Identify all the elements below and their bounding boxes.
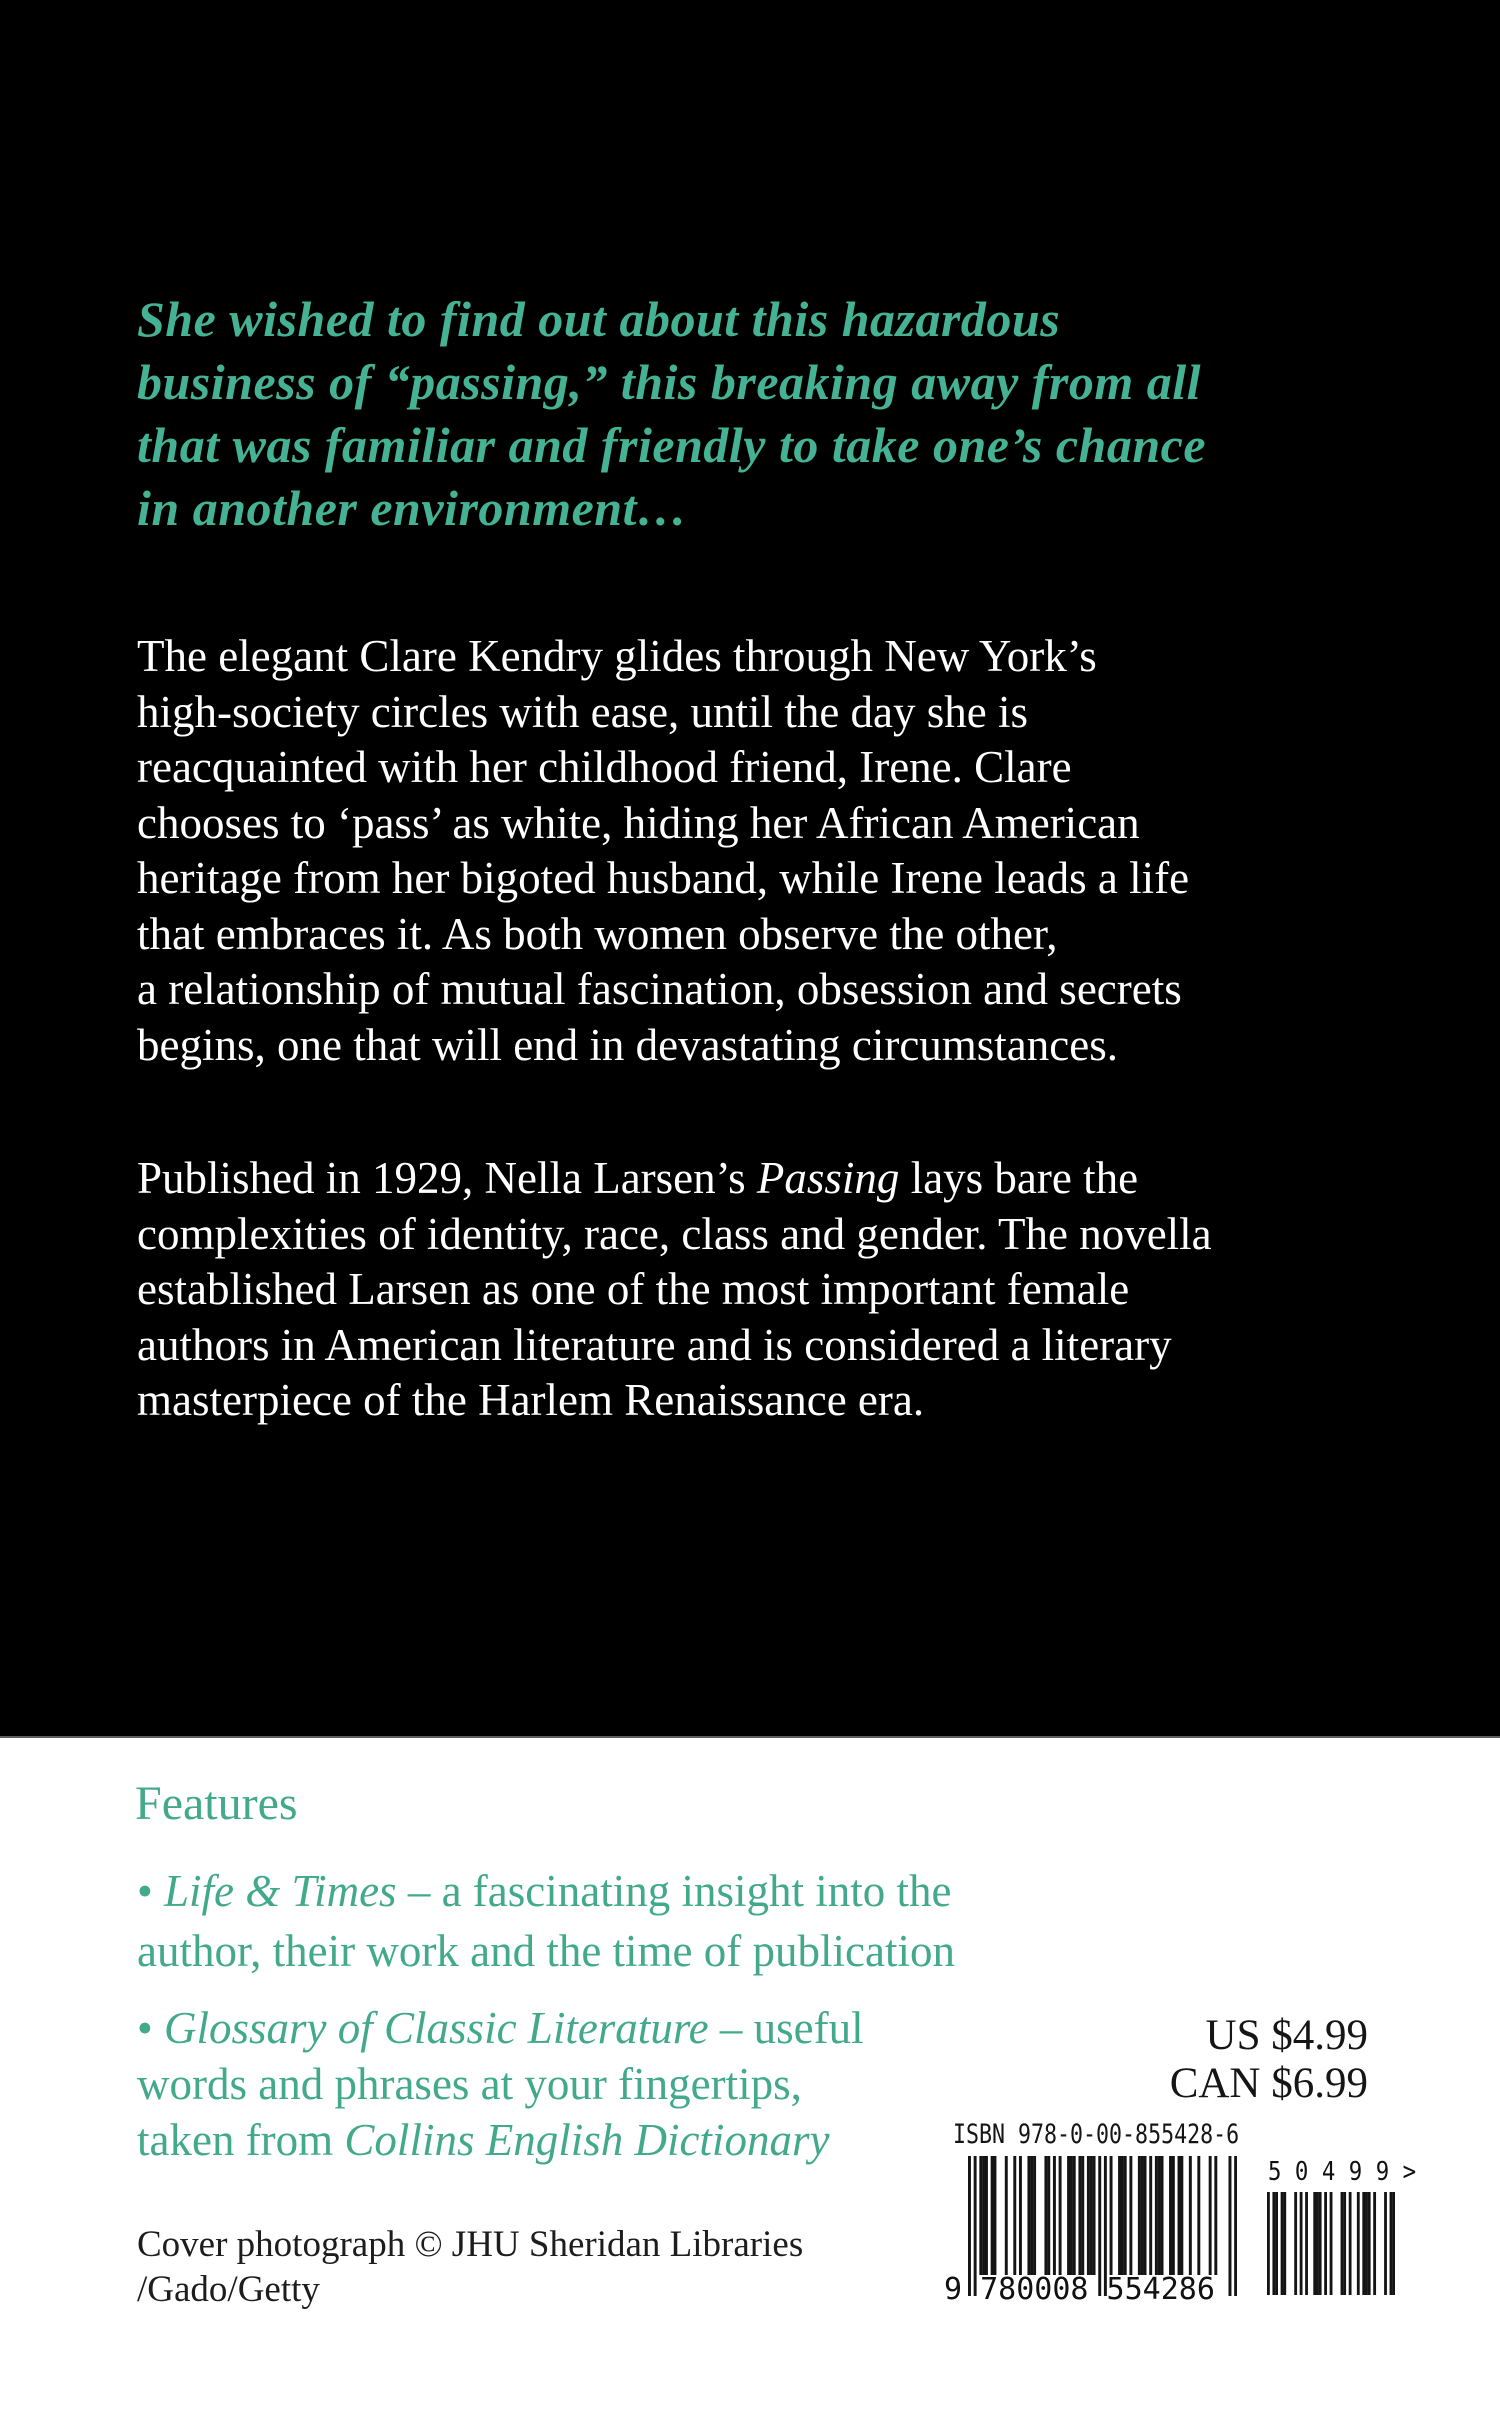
cover-credit: Cover photograph © JHU Sheridan Libraries /Gado/Getty (137, 2224, 804, 2310)
features-heading: Features (135, 1777, 298, 1830)
pull-quote: She wished to find out about this hazardous business of “passing,” this breaking away from all that was familiar and friendly to take one’s chance in another environment… (137, 291, 1207, 536)
barcode-digits: 9 780008 554286 (944, 2272, 1215, 2307)
barcode-addon-digits: 5 0 4 9 9 > (1268, 2157, 1417, 2187)
price-can: CAN $6.99 (1169, 2060, 1368, 2107)
price-us: US $4.99 (1205, 2012, 1368, 2059)
synopsis-paragraph-1: The elegant Clare Kendry glides through New York’s high-society circles with ease, until the day she is reacquainted with her childhood friend, Irene. Clare chooses to ‘pass’ as white, hiding her African American heritage from her bigoted husband, while Irene leads a life that embraces it. As both women observe the other, a relationship of mutual fascination, obsession and secrets begins, one that will end in devastating circumstances. (137, 631, 1190, 1070)
isbn-text: ISBN 978-0-00-855428-6 (953, 2119, 1240, 2150)
synopsis-paragraph-2: Published in 1929, Nella Larsen’s Passing lays bare the complexities of identity, race, class and gender. The novella established Larsen as one of the most important female authors in American literature and is considered a literary masterpiece of the Harlem Renaissance era. (137, 1153, 1212, 1425)
ean5-addon-barcode (1267, 2192, 1395, 2295)
price-block (948, 2012, 1368, 2108)
feature-item-glossary: • Glossary of Classic Literature – useful words and phrases at your fingertips, taken from Collins English Dictionary (137, 2003, 864, 2165)
feature-item-life-and-times: • Life & Times – a fascinating insight into the author, their work and the time of publication (137, 1866, 955, 1976)
